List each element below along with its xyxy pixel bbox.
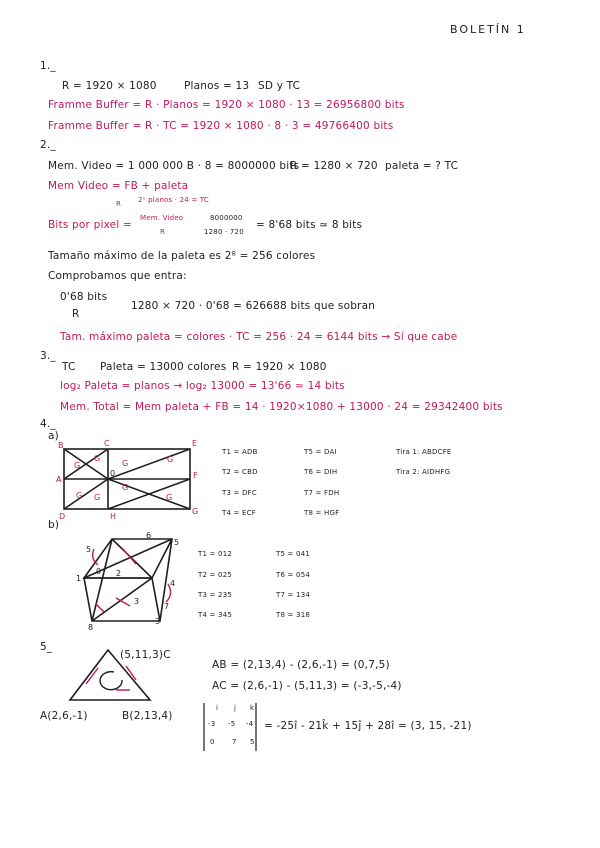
ex1-framebuffer-tc: Framme Buffer = R · TC = 1920 × 1080 · 8 · 3 = 49766400 bits: [48, 120, 394, 132]
ex4-part-a: a): [48, 430, 59, 442]
fig-a-label-g: G: [192, 507, 199, 516]
fig-a-g4: G: [167, 455, 174, 464]
fig-b-node-0: 0: [96, 567, 102, 576]
fig-b-node-4: 4: [170, 579, 176, 588]
fig-a-label-d: D: [59, 512, 66, 521]
page-title: BOLETÍN 1: [450, 23, 526, 36]
fig-a-tri-6: T6 = DIH: [304, 468, 338, 476]
ex5-point-b: B(2,13,4): [122, 710, 173, 722]
ex5-point-c: (5,11,3)C: [120, 649, 171, 661]
ex2-mem-video: Mem. Video = 1 000 000 B · 8 = 8000000 bits: [48, 160, 300, 172]
ex3-total-memory: Mem. Total = Mem paleta + FB = 14 · 1920×1080 + 13000 · 24 = 29342400 bits: [60, 401, 503, 413]
fig-b-tri-8: T8 = 318: [276, 611, 311, 619]
fig-b-node-9: 5: [86, 545, 92, 554]
fig-a-tri-8: T8 = HGF: [304, 509, 340, 517]
ex2-check: Comprobamos que entra:: [48, 270, 187, 282]
fig-a-tri-1: T1 = ADB: [222, 448, 258, 456]
orientation-arrow-icon: [100, 672, 122, 690]
ex1-planes: Planos = 13: [184, 80, 250, 92]
ex3-resolution: R = 1920 × 1080: [232, 361, 327, 373]
matrix-r2c1: 7: [232, 738, 237, 746]
ex1-mode: SD y TC: [258, 80, 301, 92]
ex4-number: 4._: [40, 418, 56, 430]
fig-a-g2: G: [94, 454, 101, 463]
ex2-frac2-den: 1280 · 720: [204, 228, 244, 236]
matrix-r1c2: -4: [246, 720, 254, 728]
fig-b-tri-5: T5 = 041: [276, 550, 311, 558]
fig-b-node-2: 2: [116, 569, 122, 578]
strip-1: Tira 1: ABDCFE: [396, 448, 452, 456]
ex2-frac1-num: Mem. Video: [140, 214, 184, 222]
ex1-resolution: R = 1920 × 1080: [62, 80, 157, 92]
fig-a-g1: G: [74, 461, 81, 470]
fig-b-node-5: 5: [174, 538, 180, 547]
matrix-r2c2: 5: [250, 738, 255, 746]
ex2-number: 2._: [40, 139, 56, 151]
ex4-part-b: b): [48, 519, 60, 531]
ex5-point-a: A(2,6,-1): [40, 710, 88, 722]
ex1-number: 1._: [40, 60, 56, 72]
matrix-r0c2: k: [250, 704, 255, 712]
fig-a-tri-7: T7 = FDH: [304, 489, 340, 497]
fig-b-node-6: 6: [146, 531, 152, 540]
ex2-mem-equation: Mem Video = FB + paleta: [48, 180, 189, 192]
fig-b-tri-3: T3 = 235: [198, 591, 233, 599]
fig-b-node-3b: 3: [155, 617, 161, 626]
fig-a-tri-3: T3 = DFC: [222, 489, 257, 497]
fig-a-g5: G: [76, 491, 83, 500]
matrix-r0c0: i: [216, 704, 219, 712]
fig-a-label-b: B: [58, 441, 64, 450]
fig-a-tri-4: T4 = ECF: [222, 509, 256, 517]
matrix-r1c0: -3: [208, 720, 216, 728]
fig-b-tri-7: T7 = 134: [276, 591, 311, 599]
ex1-framebuffer-planes: Framme Buffer = R · Planos = 1920 × 1080 · 13 = 26956800 bits: [48, 99, 405, 111]
ex2-frac2-num: 8000000: [210, 214, 243, 222]
ex2-bits-result: = 8'68 bits ≃ 8 bits: [256, 219, 363, 231]
matrix-r2c0: 0: [210, 738, 215, 746]
fig-b-node-1: 1: [76, 574, 82, 583]
ex2-r-label: R: [116, 200, 122, 208]
ex3-tc: TC: [62, 361, 76, 373]
ex5-cross-product: = -25î - 21k̂ + 15ĵ + 28î = (3, 15, -21): [264, 720, 472, 732]
matrix-r0c1: j: [234, 704, 237, 712]
ex3-log: log₂ Paleta = planos → log₂ 13000 = 13'66 ≃ 14 bits: [60, 380, 345, 392]
fig-a-g8: G: [166, 493, 173, 502]
fig-a-tri-5: T5 = DAI: [304, 448, 337, 456]
fig-b-node-3: 3: [134, 597, 140, 606]
fig-b-tri-2: T2 = 025: [198, 571, 233, 579]
ex2-max-palette: Tam. máximo paleta = colores · TC = 256 · 24 = 6144 bits → Sí que cabe: [60, 331, 458, 343]
fig-a-label-f: F: [193, 471, 198, 480]
ex2-leftover: 1280 × 720 · 0'68 = 626688 bits que sobran: [131, 300, 376, 312]
fig-a-g3: G: [122, 459, 129, 468]
ex5-vector-ab: AB = (2,13,4) - (2,6,-1) = (0,7,5): [212, 659, 390, 671]
ex2-frac1-den: R: [160, 228, 166, 236]
fig-a-label-c: C: [104, 439, 110, 448]
ex2-palette-question: paleta = ? TC: [385, 160, 459, 172]
ex2-bits-label: Bits por pixel =: [48, 219, 132, 231]
fig-a-label-e: E: [192, 439, 198, 448]
ex2-brace-top: 0'68 bits: [60, 291, 108, 303]
ex3-palette: Paleta = 13000 colores: [100, 361, 227, 373]
ex5-vector-ac: AC = (2,6,-1) - (5,11,3) = (-3,-5,-4): [212, 680, 402, 692]
matrix-r1c1: -5: [228, 720, 236, 728]
ex2-brace-bottom: R: [72, 308, 80, 320]
fig-a-label-a: A: [56, 475, 62, 484]
fig-a-g7: G: [122, 483, 129, 492]
fig-b-node-8: 8: [88, 623, 94, 632]
ex2-palette-size: Tamaño máximo de la paleta es 2⁸ = 256 colores: [48, 250, 316, 262]
fig-b-tri-6: T6 = 054: [276, 571, 311, 579]
fig-a-label-o: 0: [110, 469, 116, 478]
ex5-number: 5_: [40, 641, 53, 653]
fig-b-tri-1: T1 = 012: [198, 550, 233, 558]
fig-b-tri-4: T4 = 345: [198, 611, 233, 619]
ex2-planes-exponent: 2ⁿ planos · 24 = TC: [138, 196, 209, 204]
ex2-resolution: R = 1280 × 720: [290, 160, 378, 172]
fig-a-label-h: H: [110, 512, 117, 521]
ex3-number: 3._: [40, 350, 56, 362]
fig-a-tri-2: T2 = CBD: [222, 468, 258, 476]
strip-2: Tira 2: AIDHFG: [396, 468, 451, 476]
fig-b-node-7: 7: [164, 602, 170, 611]
fig-a-g6: G: [94, 493, 101, 502]
